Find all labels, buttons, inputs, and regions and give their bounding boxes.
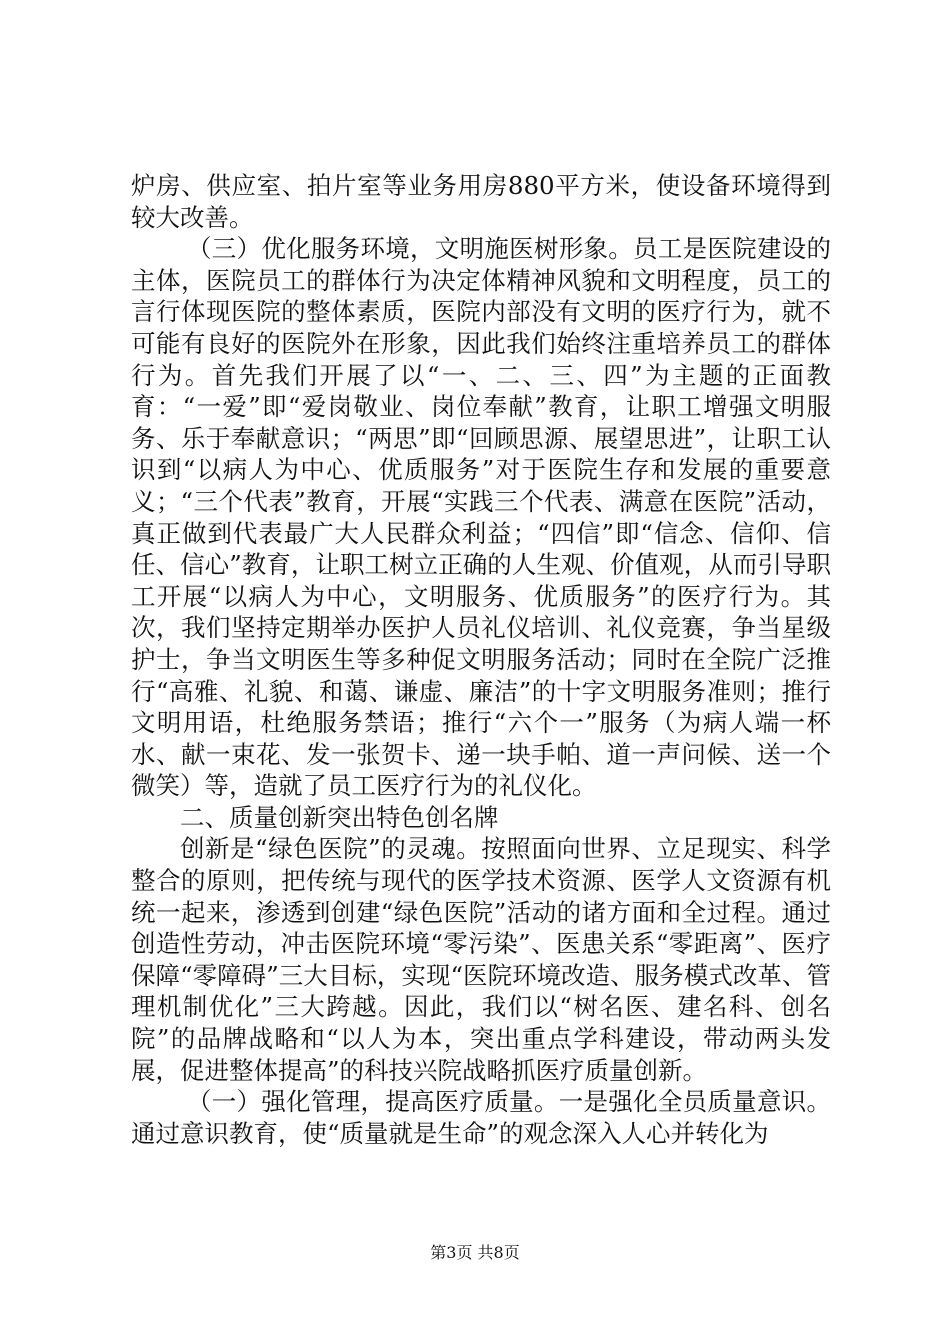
page-footer — [0, 1243, 950, 1263]
document-body — [131, 170, 831, 1149]
page-number-label: 第3页 共8页 — [430, 1243, 520, 1262]
section-heading-quality-innovation: 二、质量创新突出特色创名牌 — [180, 802, 499, 832]
paragraph-continuation: 炉房、供应室、拍片室等业务用房880平方米，使设备环境得到较大改善。 — [131, 171, 831, 232]
paragraph-service-environment: （三）优化服务环境，文明施医树形象。员工是医院建设的主体，医院员工的群体行为决定体精神风貌和文明程度，员工的言行体现医院的整体素质，医院内部没有文明的医疗行为，就不可能有良好的医院外在形象，因此我们始终注重培养员工的群体行为。首先我们开展了以“一、二、三、四”为主题的正面教育：“一爱”即“爱岗敬业、岗位奉献”教育，让职工增强文明服务、乐于奉献意识；“两思”即“回顾思源、展望思进”，让职工认识到“以病人为中心、优质服务”对于医院生存和发展的重要意义；“三个代表”教育，开展“实践三个代表、满意在医院”活动，真正做到代表最广大人民群众利益；“四信”即“信念、信仰、信任、信心”教育，让职工树立正确的人生观、价值观，从而引导职工开展“以病人为中心，文明服务、优质服务”的医疗行为。其次，我们坚持定期举办医护人员礼仪培训、礼仪竞赛，争当星级护士，争当文明医生等多种促文明服务活动；同时在全院广泛推行“高雅、礼貌、和蔼、谦虚、廉洁”的十字文明服务准则；推行文明用语，杜绝服务禁语；推行“六个一”服务（为病人端一杯水、献一束花、发一张贺卡、递一块手帕、道一声问候、送一个微笑）等，造就了员工医疗行为的礼仪化。 — [131, 234, 831, 801]
paragraph-innovation: 创新是“绿色医院”的灵魂。按照面向世界、立足现实、科学整合的原则，把传统与现代的医学技术资源、医学人文资源有机统一起来，渗透到创建“绿色医院”活动的诸方面和全过程。通过创造性劳动，冲击医院环境“零污染”、医患关系“零距离”、医疗保障“零障碍”三大目标，实现“医院环境改造、服务模式改革、管理机制优化”三大跨越。因此，我们以“树名医、建名科、创名院”的品牌战略和“以人为本，突出重点学科建设，带动两头发展，促进整体提高”的科技兴院战略抓医疗质量创新。 — [131, 834, 831, 1085]
paragraph-strengthen-management: （一）强化管理，提高医疗质量。一是强化全员质量意识。通过意识教育，使“质量就是生命”的观念深入人心并转化为 — [131, 1087, 831, 1148]
